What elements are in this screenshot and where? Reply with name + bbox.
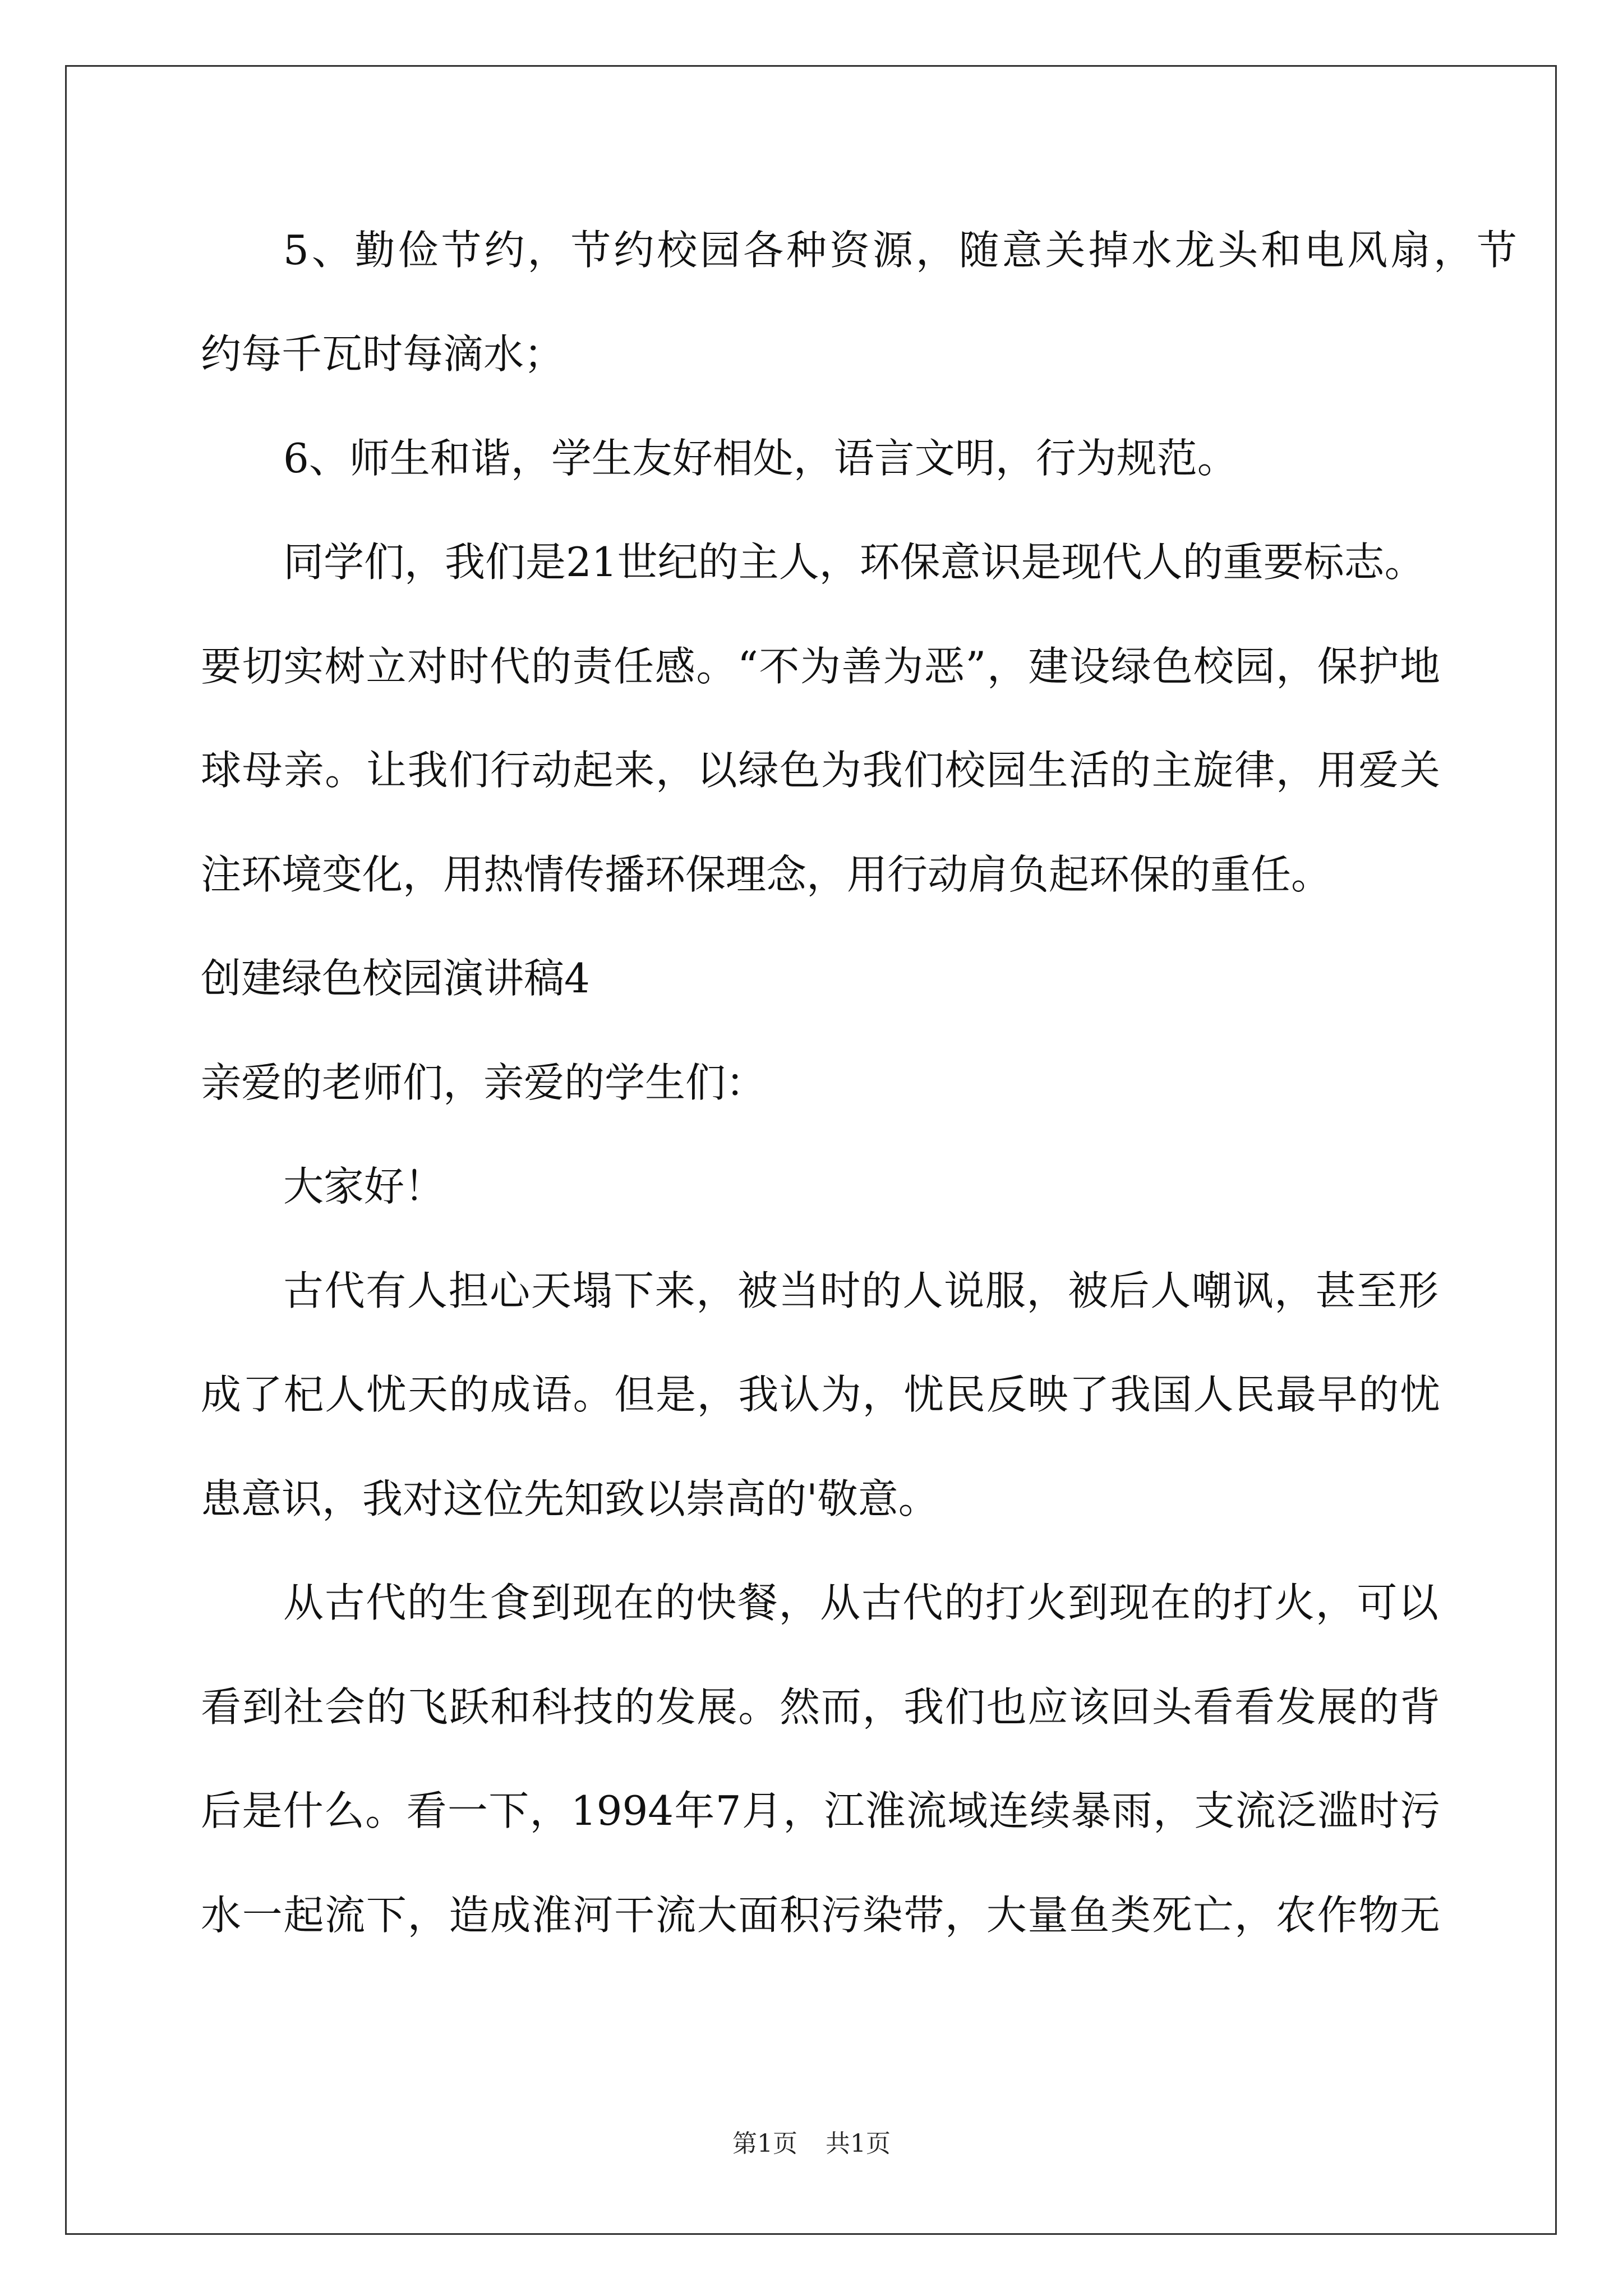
paragraph-line: 成了杞人忧天的成语。但是，我认为，忧民反映了我国人民最早的忧 — [201, 1371, 1440, 1418]
paragraph-line: 注环境变化，用热情传播环保理念，用行动肩负起环保的重任。 — [201, 851, 1332, 898]
paragraph-line: 6、师生和谐，学生友好相处，语言文明，行为规范。 — [283, 435, 1238, 482]
page-total: 共1页 — [826, 2129, 891, 2158]
paragraph-line: 5、勤俭节约，节约校园各种资源，随意关掉水龙头和电风扇，节 — [283, 227, 1517, 274]
paragraph-line: 古代有人担心天塌下来，被当时的人说服，被后人嘲讽，甚至形 — [283, 1267, 1438, 1314]
paragraph-line: 球母亲。让我们行动起来，以绿色为我们校园生活的主旋律，用爱关 — [201, 747, 1440, 794]
paragraph-line: 后是什么。看一下，1994年7月，江淮流域连续暴雨，支流泛滥时污 — [201, 1787, 1440, 1834]
page-footer — [0, 2129, 1623, 2158]
greeting: 大家好！ — [283, 1163, 445, 1210]
paragraph-line: 同学们，我们是21世纪的主人，环保意识是现代人的重要标志。 — [283, 539, 1425, 586]
paragraph-line: 水一起流下，造成淮河干流大面积污染带，大量鱼类死亡，农作物无 — [201, 1892, 1440, 1939]
salutation: 亲爱的老师们，亲爱的学生们： — [201, 1059, 767, 1106]
paragraph-line: 看到社会的飞跃和科技的发展。然而，我们也应该回头看看发展的背 — [201, 1683, 1440, 1731]
paragraph-line: 患意识，我对这位先知致以崇高的'敬意。 — [201, 1475, 939, 1522]
page-number: 第1页 — [732, 2129, 797, 2158]
section-heading: 创建绿色校园演讲稿4 — [201, 955, 590, 1002]
paragraph-line: 从古代的生食到现在的快餐，从古代的打火到现在的打火，可以 — [283, 1579, 1438, 1626]
paragraph-line: 要切实树立对时代的责任感。“不为善为恶”，建设绿色校园，保护地 — [201, 643, 1440, 690]
paragraph-line: 约每千瓦时每滴水； — [201, 330, 565, 378]
